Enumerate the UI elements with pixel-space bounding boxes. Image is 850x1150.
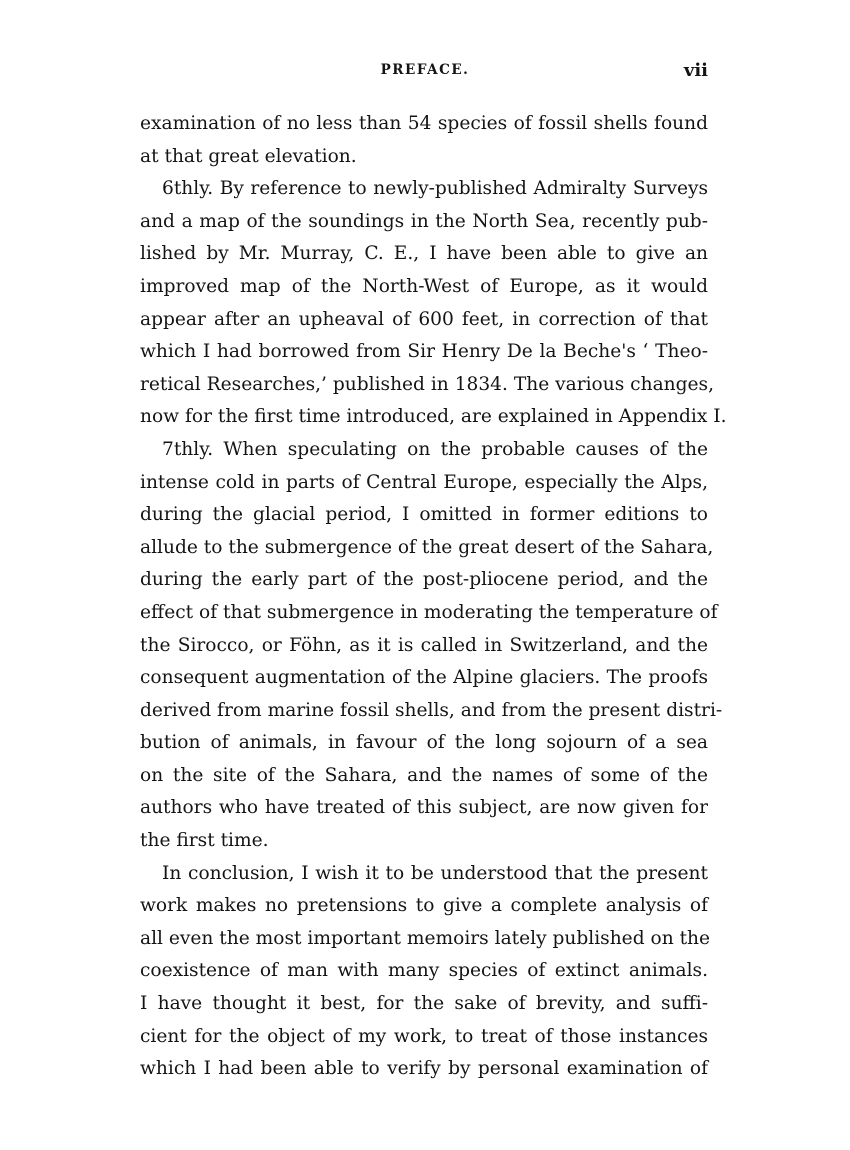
running-head bbox=[140, 60, 710, 86]
running-title: PREFACE. bbox=[380, 62, 470, 78]
text-line: now for the first time introduced, are explained in Appendix I. bbox=[140, 406, 727, 428]
text-line: the first time. bbox=[140, 830, 269, 852]
text-line: 6thly. By reference to newly-published Admiralty Surveys bbox=[162, 178, 708, 200]
page-number: vii bbox=[683, 60, 708, 81]
text-line: which I had borrowed from Sir Henry De la Beche's ‘ Theo- bbox=[140, 341, 708, 363]
text-line: and a map of the soundings in the North Sea, recently pub- bbox=[140, 210, 708, 232]
text-line: all even the most important memoirs lately published on the bbox=[140, 927, 711, 949]
text-line: allude to the submergence of the great desert of the Sahara, bbox=[140, 536, 714, 558]
text-line: coexistence of man with many species of extinct animals. bbox=[140, 960, 708, 982]
text-line: on the site of the Sahara, and the names of some of the bbox=[140, 764, 708, 786]
text-line: 7thly. When speculating on the probable causes of the bbox=[162, 438, 708, 460]
text-line: improved map of the North-West of Europe, as it would bbox=[140, 275, 708, 297]
text-line: consequent augmentation of the Alpine glaciers. The proofs bbox=[140, 667, 708, 689]
text-line: lished by Mr. Murray, C. E., I have been able to give an bbox=[140, 243, 708, 265]
text-line: at that great elevation. bbox=[140, 145, 357, 167]
paragraph bbox=[140, 434, 723, 858]
text-line: effect of that submergence in moderating the temperature of bbox=[140, 601, 718, 623]
paragraph bbox=[140, 858, 711, 1086]
text-line: appear after an upheaval of 600 feet, in correction of that bbox=[140, 308, 708, 330]
text-line: I have thought it best, for the sake of brevity, and suffi- bbox=[140, 993, 708, 1015]
text-line: during the glacial period, I omitted in former editions to bbox=[140, 504, 708, 526]
text-line: work makes no pretensions to give a complete analysis of bbox=[140, 895, 708, 917]
paragraph bbox=[140, 173, 727, 434]
text-line: intense cold in parts of Central Europe, especially the Alps, bbox=[140, 471, 708, 493]
text-line: which I had been able to verify by personal examination of bbox=[140, 1058, 708, 1080]
text-line: cient for the object of my work, to treat of those instances bbox=[140, 1025, 708, 1047]
text-line: examination of no less than 54 species of fossil shells found bbox=[140, 113, 708, 134]
text-line: the Sirocco, or Föhn, as it is called in Switzerland, and the bbox=[140, 634, 708, 656]
text-line: bution of animals, in favour of the long sojourn of a sea bbox=[140, 732, 708, 754]
text-line: In conclusion, I wish it to be understood that the present bbox=[162, 862, 708, 884]
paragraph bbox=[140, 108, 708, 173]
text-line: during the early part of the post-pliocene period, and the bbox=[140, 569, 708, 591]
text-line: authors who have treated of this subject, are now given for bbox=[140, 797, 708, 819]
text-line: retical Researches,’ published in 1834. The various changes, bbox=[140, 373, 714, 395]
body-text bbox=[140, 108, 727, 1086]
text-line: derived from marine fossil shells, and from the present distri- bbox=[140, 699, 723, 721]
